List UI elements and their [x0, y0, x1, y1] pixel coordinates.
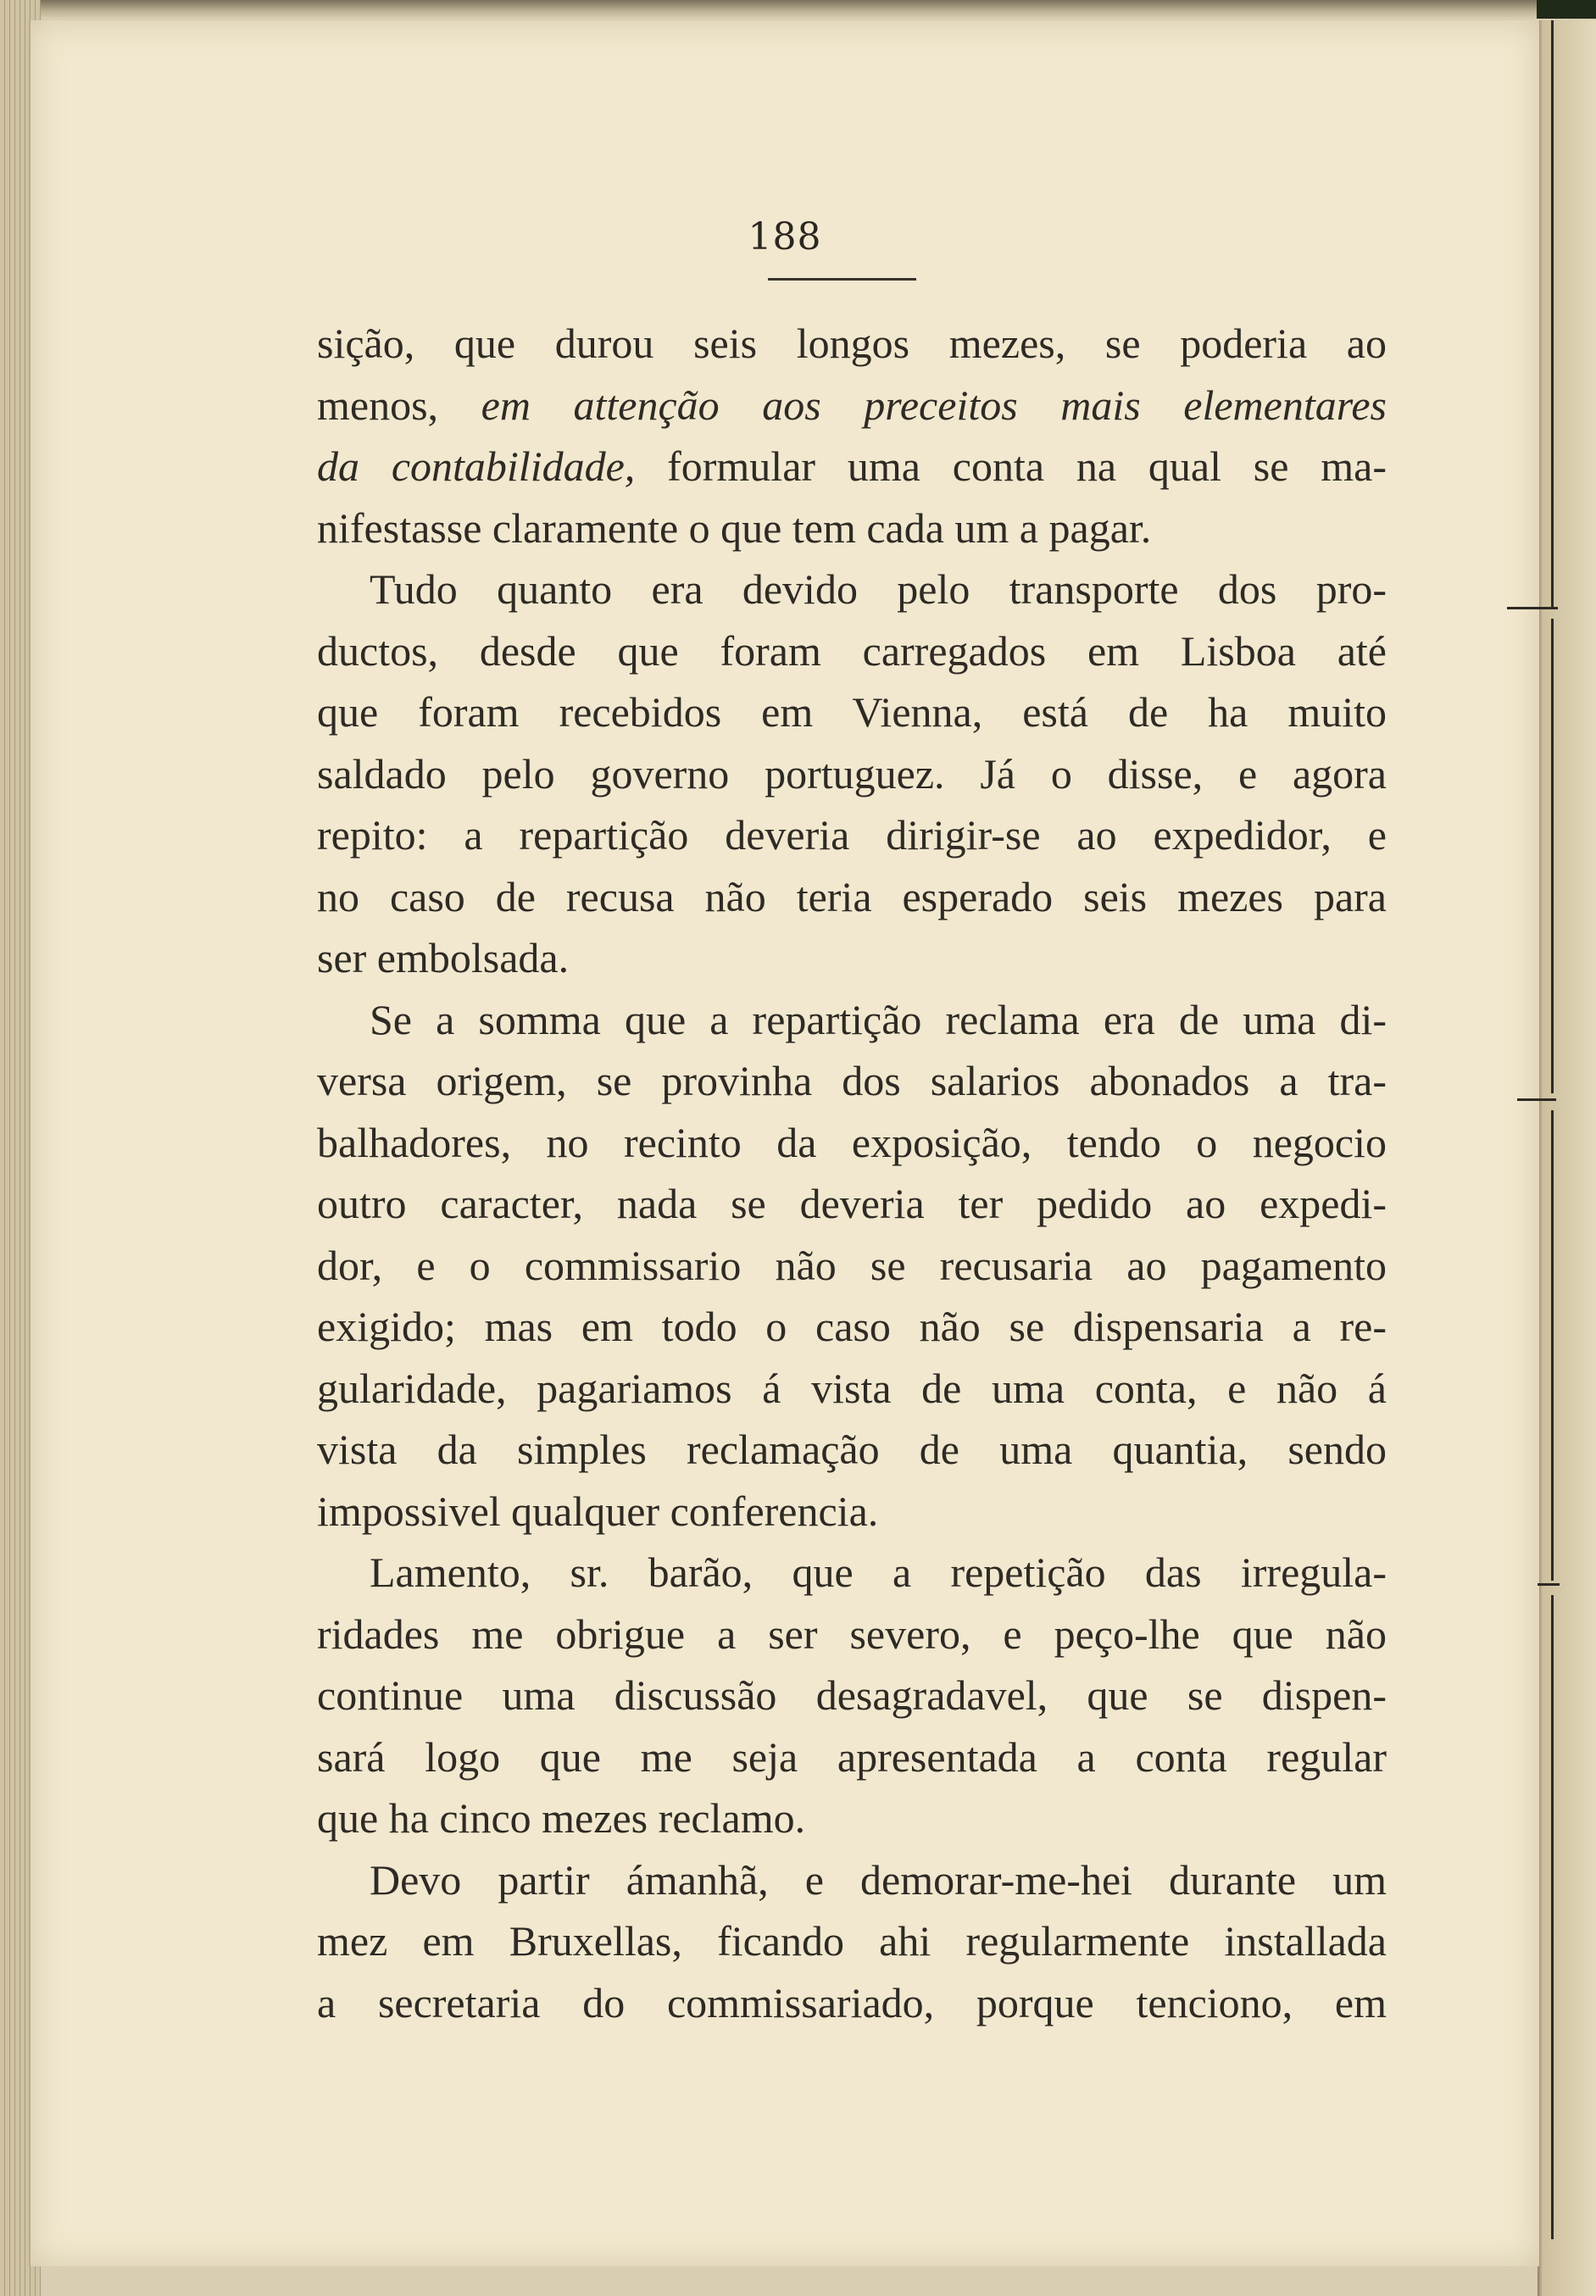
text-run: ser embolsada. — [317, 934, 570, 981]
text-run: balhadores, no recinto da exposição, tendo o negocio — [317, 1118, 1387, 1166]
text-run: ductos, desde que foram carregados em Lisboa até — [317, 626, 1387, 675]
text-run: no caso de recusa não teria esperado seis mezes para — [317, 872, 1387, 920]
text-line — [317, 1972, 1387, 2034]
text-line — [317, 1481, 1387, 1543]
text-line — [317, 743, 1387, 805]
margin-rule — [1551, 20, 1554, 607]
page-number-rule — [768, 278, 916, 281]
italic-text-run: em attenção aos preceitos mais elementares — [481, 381, 1387, 429]
text-run: gularidade, pagariamos á vista de uma conta, e não á — [317, 1364, 1387, 1412]
text-run: impossivel qualquer conferencia. — [317, 1487, 879, 1535]
text-line — [317, 681, 1387, 743]
text-line — [317, 866, 1387, 928]
text-line — [317, 1419, 1387, 1481]
margin-rule — [1551, 1110, 1554, 1581]
text-line — [317, 927, 1387, 989]
text-run: a secretaria do commissariado, porque tenciono, em — [317, 1978, 1387, 2026]
text-run: Devo partir ámanhã, e demorar-me-hei durante um — [370, 1855, 1387, 1904]
text-run: versa origem, se provinha dos salarios abonados a tra- — [317, 1057, 1387, 1104]
text-line — [317, 1726, 1387, 1788]
text-run: vista da simples reclamação de uma quantia, sendo — [317, 1426, 1387, 1473]
text-run: saldado pelo governo portuguez. Já o disse, e agora — [317, 749, 1387, 798]
page-top-edge — [0, 0, 1596, 19]
margin-rule — [1551, 1595, 1554, 2239]
text-run: Tudo quanto era devido pelo transporte dos pro- — [370, 565, 1387, 613]
text-line — [317, 313, 1387, 375]
text-line — [317, 1787, 1387, 1849]
margin-tick — [1507, 607, 1558, 609]
text-run: formular uma conta na qual se ma- — [635, 442, 1387, 490]
text-run: que ha cinco mezes reclamo. — [317, 1794, 806, 1842]
text-line — [317, 1542, 1387, 1604]
text-run: nifestasse claramente o que tem cada um a pagar. — [317, 503, 1152, 552]
text-run: repito: a repartição deveria dirigir-se ao expedidor, e — [317, 811, 1387, 859]
text-run: mez em Bruxellas, ficando ahi regularmente installada — [317, 1917, 1387, 1965]
text-line — [317, 436, 1387, 498]
text-line — [317, 559, 1387, 620]
text-line — [317, 1112, 1387, 1174]
text-line — [317, 1050, 1387, 1112]
italic-text-run: da contabilidade, — [317, 442, 636, 490]
margin-rule — [1551, 619, 1554, 1093]
text-line — [317, 1173, 1387, 1235]
book-page — [29, 20, 1539, 2266]
text-run: que foram recebidos em Vienna, está de ha muito — [317, 688, 1387, 736]
text-line — [317, 804, 1387, 866]
text-line — [317, 1849, 1387, 1911]
text-run: Se a somma que a repartição reclama era de uma di- — [370, 995, 1387, 1043]
margin-tick — [1538, 1583, 1560, 1586]
text-line — [317, 1358, 1387, 1420]
text-run: dor, e o commissario não se recusaria ao pagamento — [317, 1241, 1387, 1289]
text-run: menos, — [317, 381, 481, 429]
text-line — [317, 1910, 1387, 1972]
margin-tick — [1517, 1098, 1556, 1101]
text-run: ridades me obrigue a ser severo, e peço-lhe que não — [317, 1609, 1387, 1658]
text-run: sará logo que me seja apresentada a conta regular — [317, 1732, 1387, 1781]
text-run: continue uma discussão desagradavel, que se dispen- — [317, 1671, 1387, 1719]
next-leaf-edge — [1538, 20, 1596, 2296]
text-line — [317, 620, 1387, 682]
text-run: outro caracter, nada se deveria ter pedido ao expedi- — [317, 1180, 1387, 1227]
text-run: Lamento, sr. barão, que a repetição das irregula- — [370, 1548, 1387, 1596]
text-line — [317, 1604, 1387, 1665]
text-line — [317, 1665, 1387, 1726]
page-number: 188 — [748, 215, 822, 259]
body-text — [317, 313, 1387, 2033]
text-line — [317, 1296, 1387, 1358]
text-run: exigido; mas em todo o caso não se dispensaria a re- — [317, 1303, 1387, 1350]
text-line — [317, 498, 1387, 559]
binding-corner — [1537, 0, 1596, 19]
text-line — [317, 1235, 1387, 1297]
text-run: sição, que durou seis longos mezes, se poderia ao — [317, 320, 1387, 367]
text-line — [317, 989, 1387, 1051]
text-line — [317, 375, 1387, 436]
